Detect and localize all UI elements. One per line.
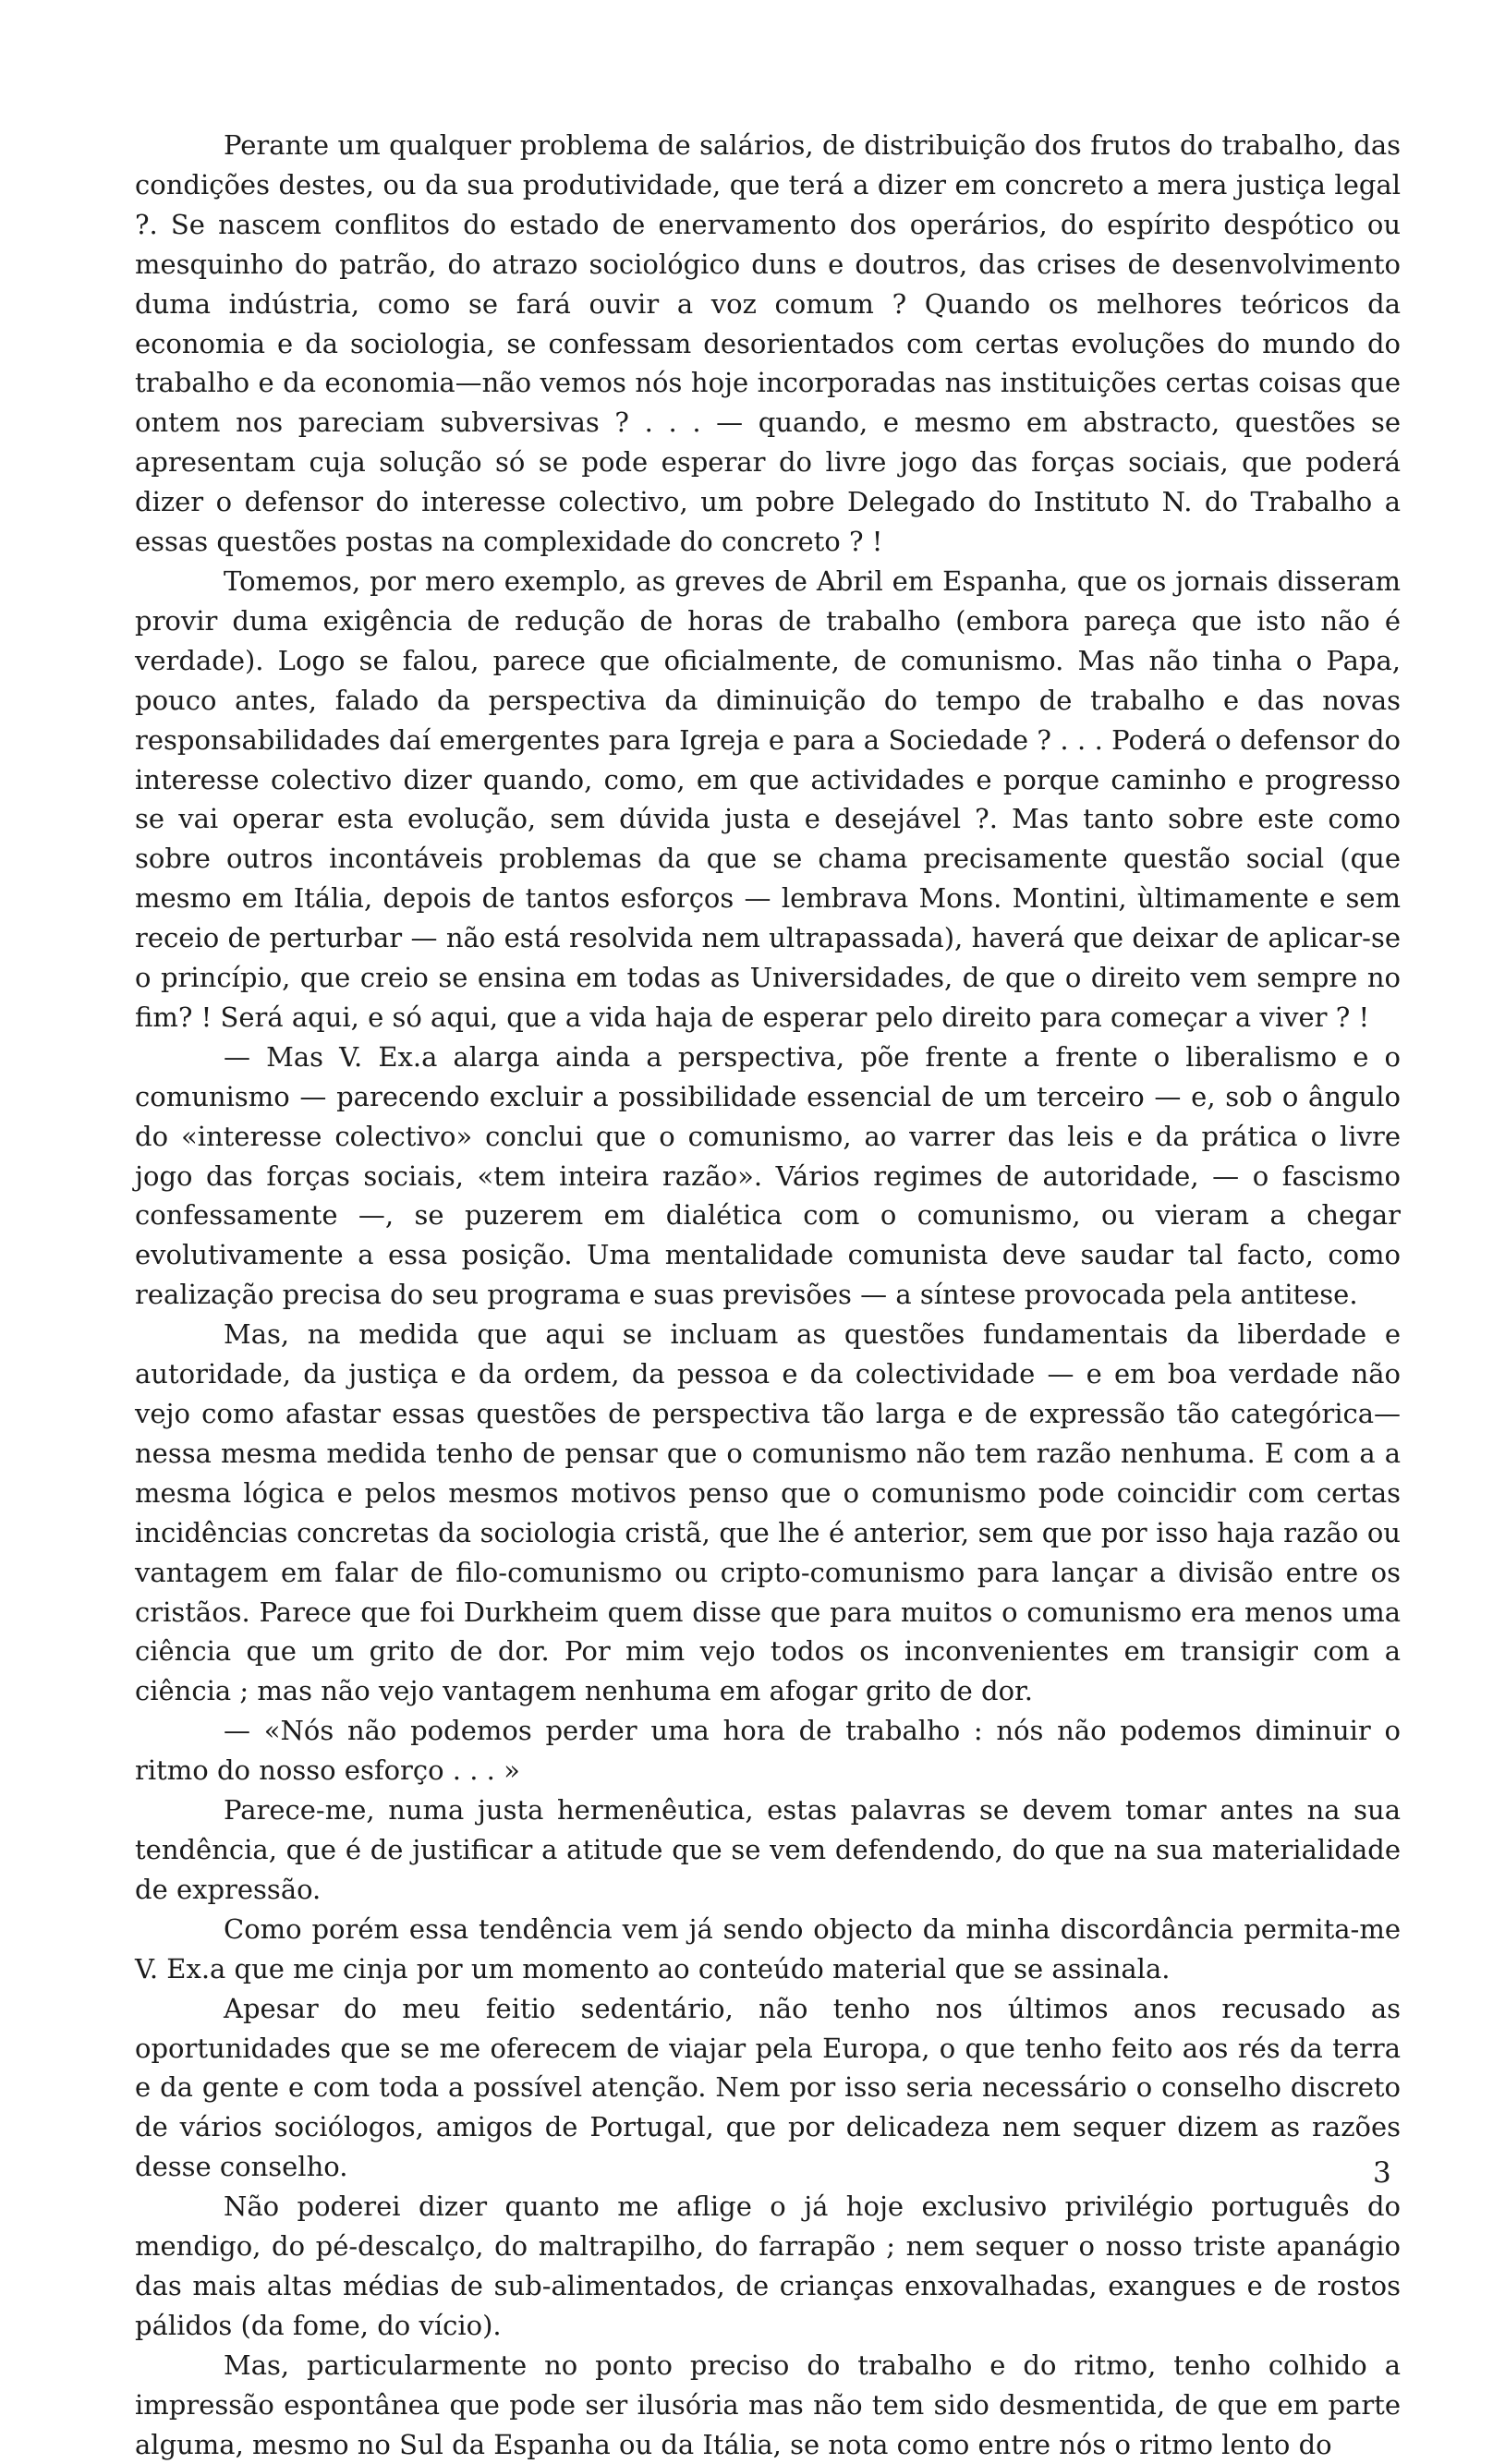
- paragraph-1: Perante um qualquer problema de salários, de distribuição dos frutos do trabalho, das condições destes, ou da sua produtividade, que terá a dizer em concreto a mera justiça legal ?. Se nascem conflitos do estado de enervamento dos operários, do espírito despótico ou mesquinho do patrão, do atrazo sociológico duns e doutros, das crises de desenvolvimento duma indústria, como se fará ouvir a voz comum ? Quando os melhores teóricos da economia e da sociologia, se confessam desorientados com certas evoluções do mundo do trabalho e da economia—não vemos nós hoje incorporadas nas instituições certas coisas que ontem nos pareciam subversivas ? . . . — quando, e mesmo em abstracto, questões se apresentam cuja solução só se pode esperar do livre jogo das forças sociais, que poderá dizer o defensor do interesse colectivo, um pobre Delegado do Instituto N. do Trabalho a essas questões postas na complexidade do concreto ? !: [135, 129, 1401, 558]
- paragraph-3: — Mas V. Ex.a alarga ainda a perspectiva, põe frente a frente o liberalismo e o comunismo — parecendo excluir a possibilidade essencial de um terceiro — e, sob o ângulo do «interesse colectivo» conclui que o comunismo, ao varrer das leis e da prática o livre jogo das forças sociais, «tem inteira razão». Vários regimes de autoridade, — o fascismo confessamente —, se puzerem em dialética com o comunismo, ou vieram a chegar evolutivamente a essa posição. Uma mentalidade comunista deve saudar tal facto, como realização precisa do seu programa e suas previsões — a síntese provocada pela antitese.: [135, 1040, 1401, 1311]
- paragraph-2: Tomemos, por mero exemplo, as greves de Abril em Espanha, que os jornais disseram provir duma exigência de redução de horas de trabalho (embora pareça que isto não é verdade). Logo se falou, parece que oficialmente, de comunismo. Mas não tinha o Papa, pouco antes, falado da perspectiva da diminuição do tempo de trabalho e das novas responsabilidades daí emergentes para Igreja e para a Sociedade ? . . . Poderá o defensor do interesse colectivo dizer quando, como, em que actividades e porque caminho e progresso se vai operar esta evolução, sem dúvida justa e desejável ?. Mas tanto sobre este como sobre outros incontáveis problemas da que se chama precisamente questão social (que mesmo em Itália, depois de tantos esforços — lembrava Mons. Montini, ùltimamente e sem receio de perturbar — não está resolvida nem ultrapassada), haverá que deixar de aplicar-se o princípio, que creio se ensina em todas as Universidades, de que o direito vem sempre no fim? ! Será aqui, e só aqui, que a vida haja de esperar pelo direito para começar a viver ? !: [135, 564, 1401, 1033]
- page-number: 3: [1373, 2156, 1391, 2190]
- paragraph-9: Não poderei dizer quanto me aflige o já hoje exclusivo privilégio português do mendigo, do pé-descalço, do maltrapilho, do farrapão ; nem sequer o nosso triste apanágio das mais altas médias de sub-alimentados, de crianças enxovalhadas, exangues e de rostos pálidos (da fome, do vício).: [135, 2191, 1401, 2341]
- page-text-body: [135, 126, 1401, 2464]
- paragraph-5: — «Nós não podemos perder uma hora de trabalho : nós não podemos diminuir o ritmo do nosso esforço . . . »: [135, 1715, 1401, 1787]
- paragraph-7: Como porém essa tendência vem já sendo objecto da minha discordância permita-me V. Ex.a que me cinja por um momento ao conteúdo material que se assinala.: [135, 1912, 1401, 1985]
- paragraph-6: Parece-me, numa justa hermenêutica, estas palavras se devem tomar antes na sua tendência, que é de justificar a atitude que se vem defendendo, do que na sua materialidade de expressão.: [135, 1794, 1401, 1905]
- paragraph-8: Apesar do meu feitio sedentário, não tenho nos últimos anos recusado as oportunidades que se me oferecem de viajar pela Europa, o que tenho feito aos rés da terra e da gente e com toda a possível atenção. Nem por isso seria necessário o conselho discreto de vários sociólogos, amigos de Portugal, que por delicadeza nem sequer dizem as razões desse conselho.: [135, 1992, 1401, 2183]
- paragraph-4: Mas, na medida que aqui se incluam as questões fundamentais da liberdade e autoridade, da justiça e da ordem, da pessoa e da colectividade — e em boa verdade não vejo como afastar essas questões de perspectiva tão larga e de expressão tão categórica— nessa mesma medida tenho de pensar que o comunismo não tem razão nenhuma. E com a a mesma lógica e pelos mesmos motivos penso que o comunismo pode coincidir com certas incidências concretas da sociologia cristã, que lhe é anterior, sem que por isso haja razão ou vantagem em falar de filo-comunismo ou cripto-comunismo para lançar a divisão entre os cristãos. Parece que foi Durkheim quem disse que para muitos o comunismo era menos uma ciência que um grito de dor. Por mim vejo todos os inconvenientes em transigir com a ciência ; mas não vejo vantagem nenhuma em afogar grito de dor.: [135, 1318, 1401, 1707]
- paragraph-10: Mas, particularmente no ponto preciso do trabalho e do ritmo, tenho colhido a impressão espontânea que pode ser ilusória mas não tem sido desmentida, de que em parte alguma, mesmo no Sul da Espanha ou da Itália, se nota como entre nós o ritmo lento do: [135, 2349, 1401, 2460]
